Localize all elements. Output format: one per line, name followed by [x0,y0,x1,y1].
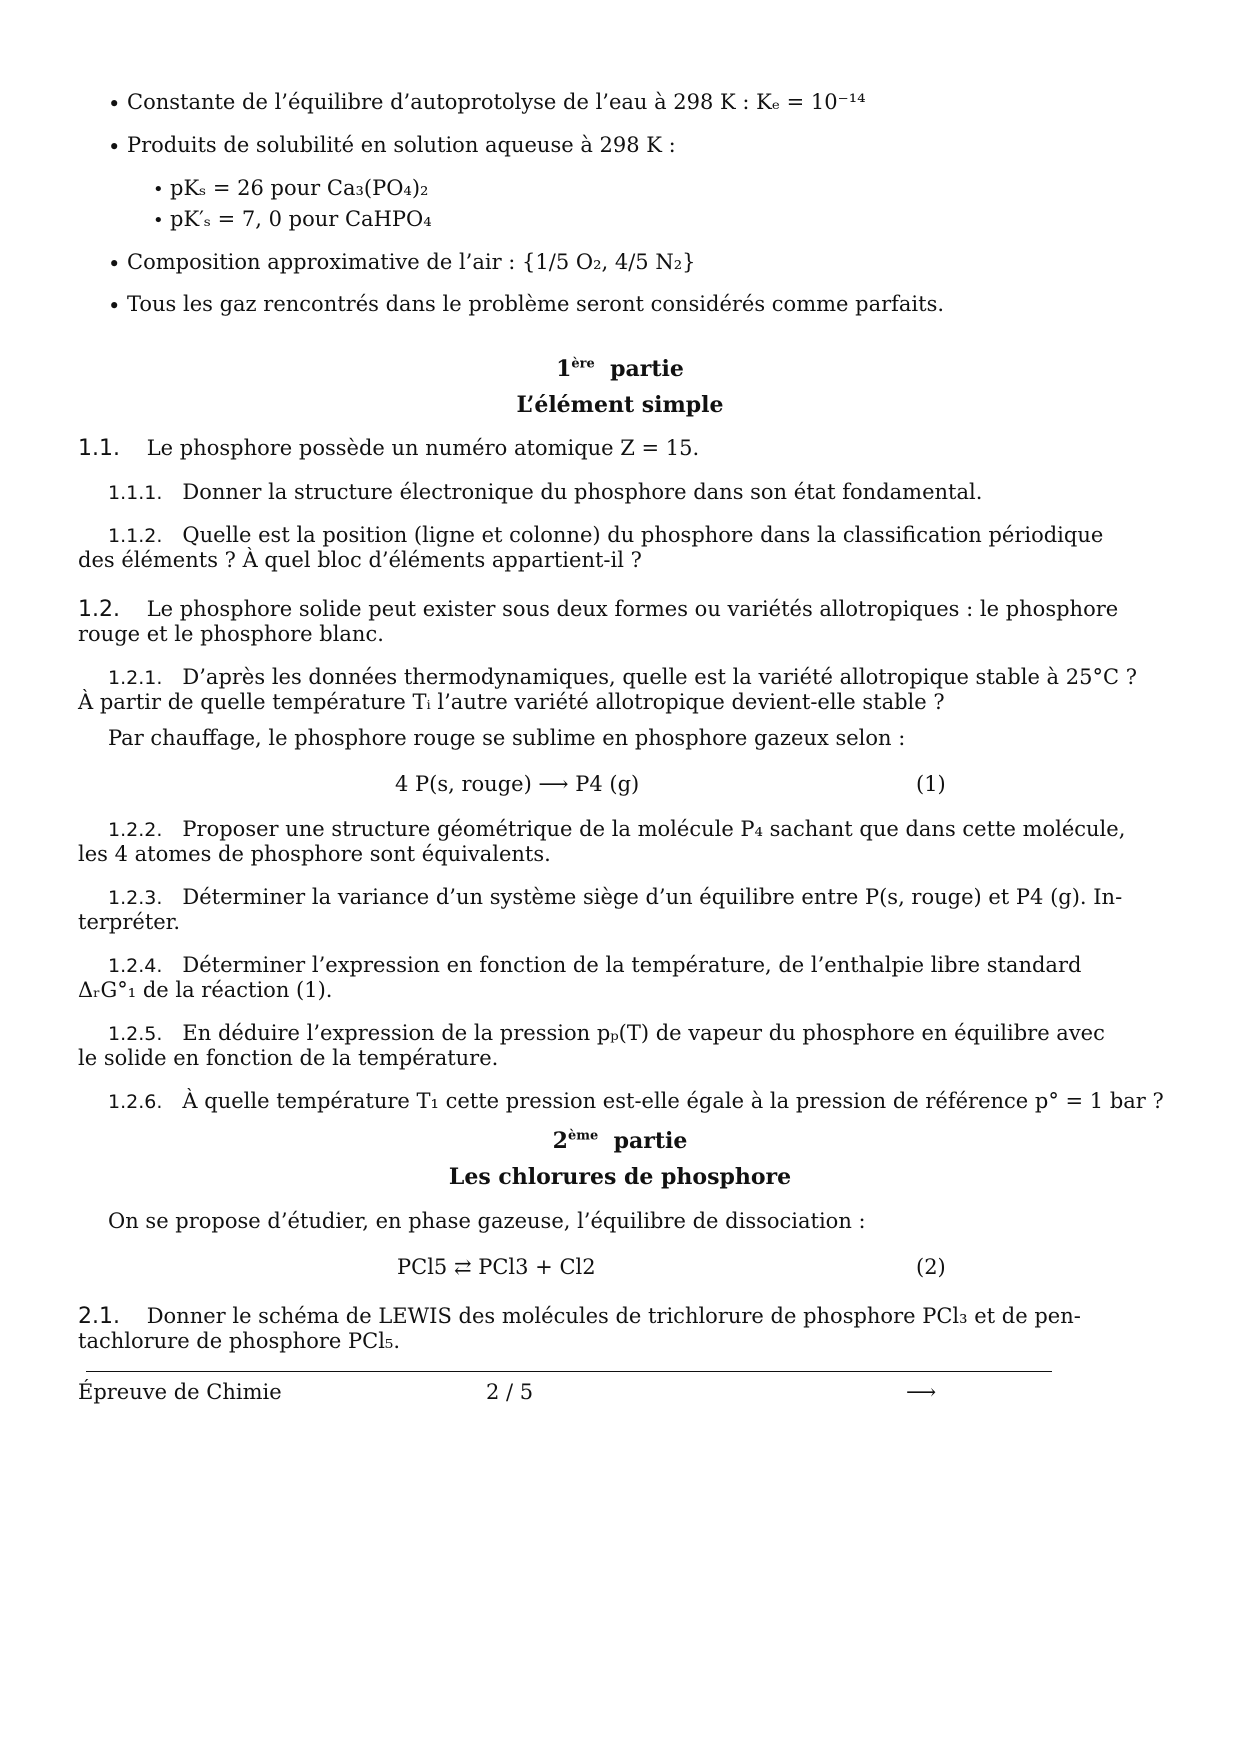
question-number: 1.2.1. [108,667,163,689]
question-number: 2.1. [78,1304,120,1329]
question-1-2-3 [108,883,1122,912]
question-number: 1.1. [78,436,120,461]
equation-1-label: (1) [916,772,946,796]
question-text: Donner le schéma de LEWIS des molécules de trichlorure de phosphore PCl₃ et de pen- [146,1304,1081,1328]
question-text: Donner la structure électronique du phosphore dans son état fondamental. [182,480,983,504]
sub-bullet-dot: • [153,179,164,200]
part2-word: partie [613,1128,688,1154]
equation-2: PCl5 ⇄ PCl3 + Cl2 [397,1255,596,1279]
part1-heading [0,356,1240,382]
question-1-1 [78,434,699,463]
part2-ordinal: ème [567,1128,599,1144]
bullet-dot: • [108,135,121,159]
part1-ordinal: ère [571,356,595,372]
question-text: À quelle température T₁ cette pression est-elle égale à la pression de référence p° = 1 bar ? [182,1089,1164,1113]
part2-number: 2 [552,1128,568,1154]
data-perfect-gases: Tous les gaz rencontrés dans le problème seront considérés comme parfaits. [127,292,945,316]
question-2-1-cont: tachlorure de phosphore PCl₅. [78,1329,401,1353]
data-constant-water: Constante de l’équilibre d’autoprotolyse de l’eau à 298 K : Kₑ = 10⁻¹⁴ [127,90,866,114]
question-1-2-3-cont: terpréter. [78,910,181,934]
question-number: 1.1.1. [108,482,163,504]
data-air-composition: Composition approximative de l’air : {1/5 O₂, 4/5 N₂} [127,250,696,274]
question-text: Déterminer l’expression en fonction de la température, de l’enthalpie libre standard [182,953,1082,977]
equation-1: 4 P(s, rouge) ⟶ P4 (g) [395,772,640,796]
question-text: Déterminer la variance d’un système siège d’un équilibre entre P(s, rouge) et P4 (g). In- [182,885,1123,909]
sub-bullet-dot: • [153,210,164,231]
question-text: Le phosphore solide peut exister sous deux formes ou variétés allotropiques : le phosphore [146,597,1119,621]
question-number: 1.2.4. [108,955,163,977]
part2-heading [0,1128,1240,1154]
equation-2-label: (2) [916,1255,946,1279]
question-number: 1.2.6. [108,1091,163,1113]
question-1-2-6 [108,1087,1164,1116]
question-1-2-2-cont: les 4 atomes de phosphore sont équivalents. [78,842,551,866]
footer-title: Épreuve de Chimie [78,1380,282,1404]
next-page-arrow-icon: ⟶ [906,1380,937,1404]
question-text: Quelle est la position (ligne et colonne) du phosphore dans la classification périodique [182,523,1104,547]
part1-number: 1 [556,356,572,382]
footer-rule [86,1371,1052,1372]
part1-word: partie [610,356,684,382]
question-text: Le phosphore possède un numéro atomique Z = 15. [146,436,700,460]
question-number: 1.2.2. [108,819,163,841]
question-1-2-cont: rouge et le phosphore blanc. [78,622,384,646]
data-solubility-cahpo4: pK′ₛ = 7, 0 pour CaHPO₄ [170,207,432,231]
question-text: D’après les données thermodynamiques, quelle est la variété allotropique stable à 25°C ? [182,665,1137,689]
question-number: 1.2.3. [108,887,163,909]
question-number: 1.2.5. [108,1023,163,1045]
question-1-1-1 [108,478,982,507]
part2-title: Les chlorures de phosphore [448,1164,792,1190]
bullet-dot: • [108,294,121,318]
question-text: Proposer une structure géométrique de la molécule P₄ sachant que dans cette molécule, [182,817,1126,841]
heating-intro: Par chauffage, le phosphore rouge se sublime en phosphore gazeux selon : [108,726,906,750]
question-1-2-1-cont: À partir de quelle température Tᵢ l’autre variété allotropique devient-elle stable ? [78,690,945,714]
question-1-2-5-cont: le solide en fonction de la température. [78,1046,499,1070]
bullet-dot: • [108,252,121,276]
question-1-2-4-cont: ΔᵣG°₁ de la réaction (1). [78,978,333,1002]
bullet-dot: • [108,92,121,116]
part1-title: L’élément simple [516,392,724,418]
dissociation-intro: On se propose d’étudier, en phase gazeuse, l’équilibre de dissociation : [108,1209,866,1233]
data-solubility-ca3po42: pKₛ = 26 pour Ca₃(PO₄)₂ [170,176,429,200]
data-solubility-title: Produits de solubilité en solution aqueuse à 298 K : [127,133,676,157]
question-number: 1.2. [78,597,120,622]
question-1-1-2-cont: des éléments ? À quel bloc d’éléments appartient-il ? [78,548,642,572]
question-number: 1.1.2. [108,525,163,547]
question-text: En déduire l’expression de la pression pₚ(T) de vapeur du phosphore en équilibre avec [182,1021,1105,1045]
page-number: 2 / 5 [486,1380,534,1404]
